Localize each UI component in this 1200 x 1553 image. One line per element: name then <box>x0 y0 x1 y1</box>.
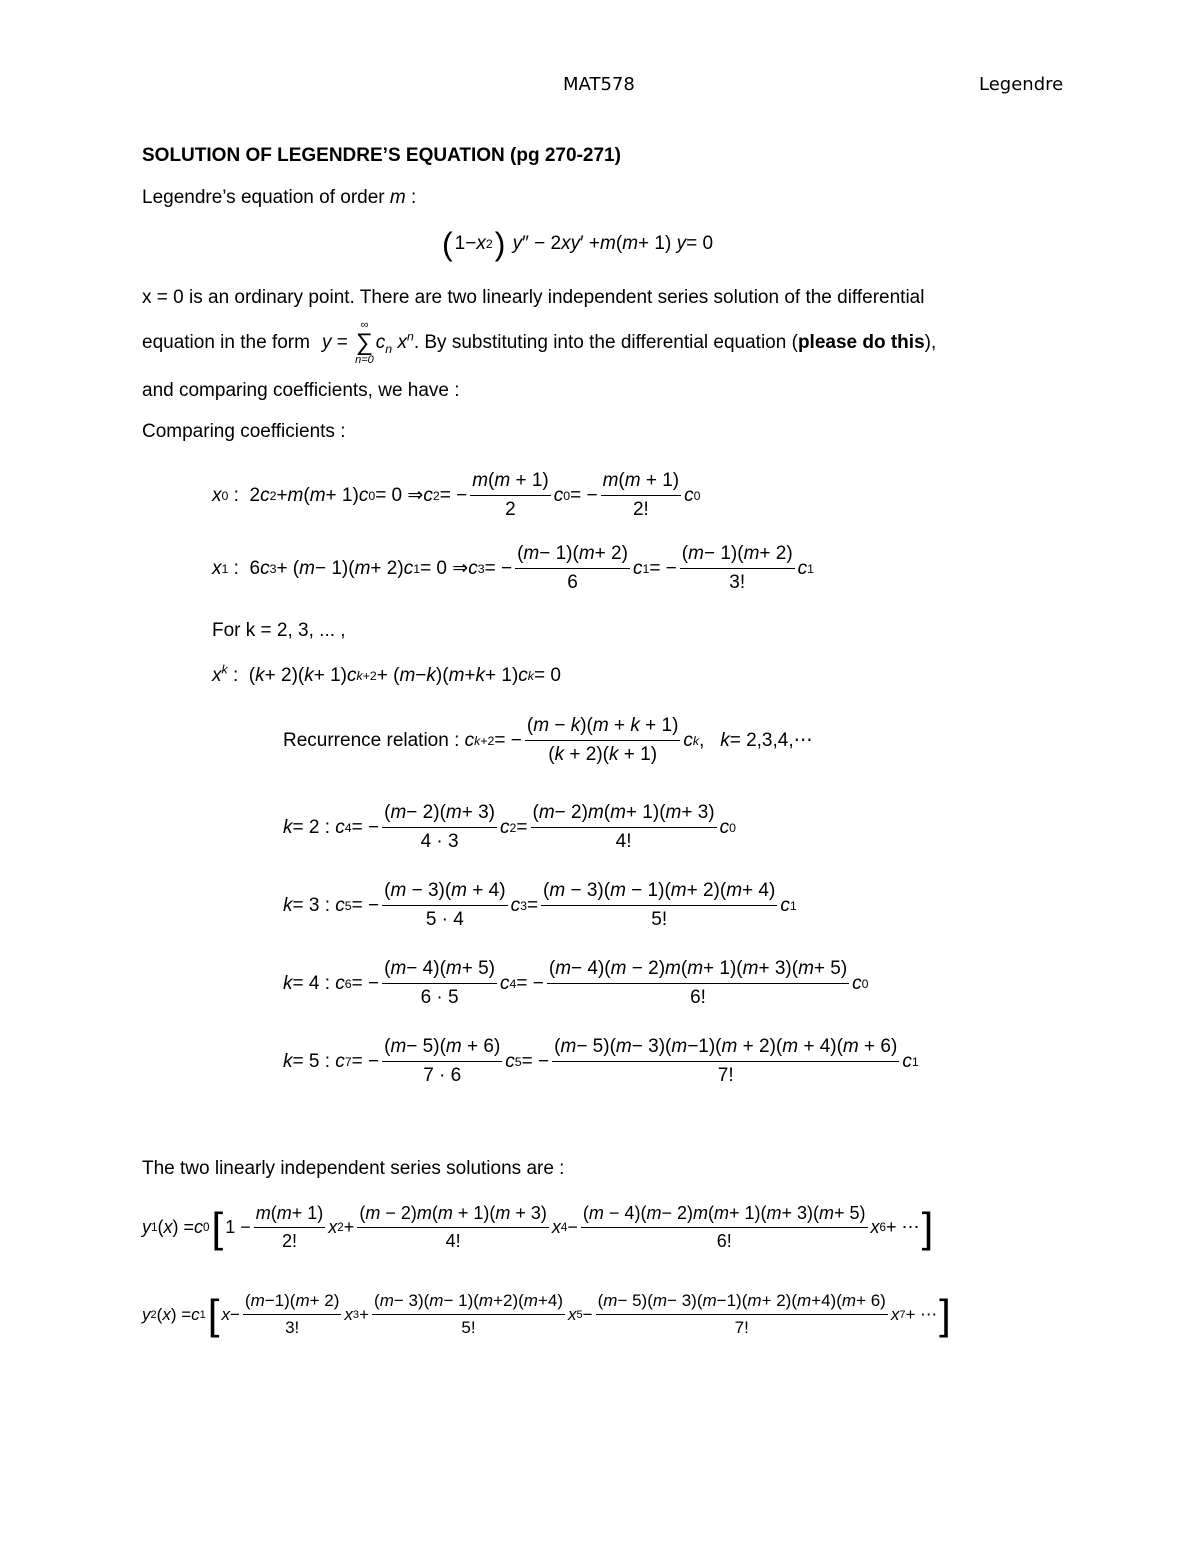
equation-k2: k = 2 : c 4 = − $\frac{(m- 2)(m+ 3)}{4 \cdot 3}$ c 2 = $\frac{(m- 2)m(m+ 1)(m+ 3)}{4!}$ c 0 <box>283 802 737 852</box>
equation-k5: k = 5 : c 7 = − $\frac{(m- 5)(m + 6)}{7 \cdot 6}$ c 5 = − $\frac{(m- 5)(m- 3)(m-1)(m + 2)(m + 4)(m + 6)}{7!}$ c 1 <box>283 1036 919 1086</box>
solution-y2: y 2 ( x ) = c 1 [ x − $\frac{(m-1)(m+ 2)}{3!}$ x 3 + $\frac{(m- 3)(m- 1)(m+2)(m+4)}{5!}$ x 5 − $\frac{(m- 5)(m- 3)(m-1)(m+ 2)(m+4)(m+ 6)}{7!}$ x 7 + ⋯ ] <box>142 1290 951 1338</box>
intro-line <box>142 187 416 209</box>
equation-k4: k = 4 : c 6 = − $\frac{(m- 4)(m+ 5)}{6 \cdot 5}$ c 4 = − $\frac{(m- 4)(m - 2)m(m+ 1)(m+ 3)(m+ 5)}{6!}$ c 0 <box>283 958 869 1008</box>
equation-x0: x 0 : 2 c 2 + m ( m + 1) c 0 = 0 ⇒ c 2 = − $\frac{m(m + 1)}{2}$ c 0 = − $\frac{m(m + 1)}{2!}$ c 0 <box>212 470 701 520</box>
for-k-line: For k = 2, 3, ... , <box>212 620 346 641</box>
series-form-end: ), <box>924 332 937 353</box>
solutions-intro: The two linearly independent series solutions are : <box>142 1158 565 1179</box>
comparing-coefficients-label: Comparing coefficients : <box>142 421 346 442</box>
equation-k3: k = 3 : c 5 = − $\frac{(m - 3)(m + 4)}{5 \cdot 4}$ c 3 = $\frac{(m - 3)(m - 1)(m+ 2)(m+ 4)}{5!}$ c 1 <box>283 880 797 930</box>
solution-y1: y 1 ( x ) = c 0 [ 1 − $\frac{m(m+ 1)}{2!}$ x 2 + $\frac{(m - 2)m(m + 1)(m + 3)}{4!}$ x 4 − $\frac{(m - 4)(m- 2)m(m+ 1)(m+ 3)(m+ 5)}{6!}$ x 6 + ⋯ ] <box>142 1203 934 1251</box>
header-course: MAT578 <box>563 74 635 95</box>
paragraph-comparing: and comparing coefficients, we have : <box>142 380 460 401</box>
header-topic: Legendre <box>979 74 1064 95</box>
please-do-this: please do this <box>797 332 925 353</box>
paragraph-ordinary-point: x = 0 is an ordinary point. There are two linearly independent series solution of the differential <box>142 287 925 308</box>
series-formula: y = ∞ ∑ n=0 $c_n$ $x^n$ <box>321 319 414 366</box>
recurrence-relation: Recurrence relation : c k+2 = − $\frac{(m - k)(m + k + 1)}{(k + 2)(k + 1)}$ c k , k = 2,3,4,⋯ <box>283 715 813 765</box>
page-title: SOLUTION OF LEGENDRE’S EQUATION (pg 270-271) <box>142 145 621 166</box>
paragraph-series-form <box>142 320 936 366</box>
series-form-text-2: . By substituting into the differential equation ( <box>413 332 798 353</box>
recurrence-label: Recurrence relation : <box>283 729 460 751</box>
intro-var: m <box>389 187 406 208</box>
intro-text: Legendre’s equation of order <box>142 187 385 208</box>
equation-x1: x 1 : 6 c 3 + ( m − 1)( m + 2) c 1 = 0 ⇒ c 3 = − $\frac{(m- 1)(m+ 2)}{6}$ c 1 = − $\frac{(m- 1)(m+ 2)}{3!}$ c 1 <box>212 543 815 593</box>
series-form-text: equation in the form <box>142 332 310 353</box>
intro-colon: : <box>405 187 417 208</box>
legendre-equation: ( 1− x 2 ) y ″ − 2 xy ′ + m ( m + 1) y = 0 <box>442 226 714 262</box>
equation-xk: $x^k$ : ( k + 2)( k + 1) c k+2 + ( m − k )( m + k + 1) c k = 0 <box>212 662 561 686</box>
